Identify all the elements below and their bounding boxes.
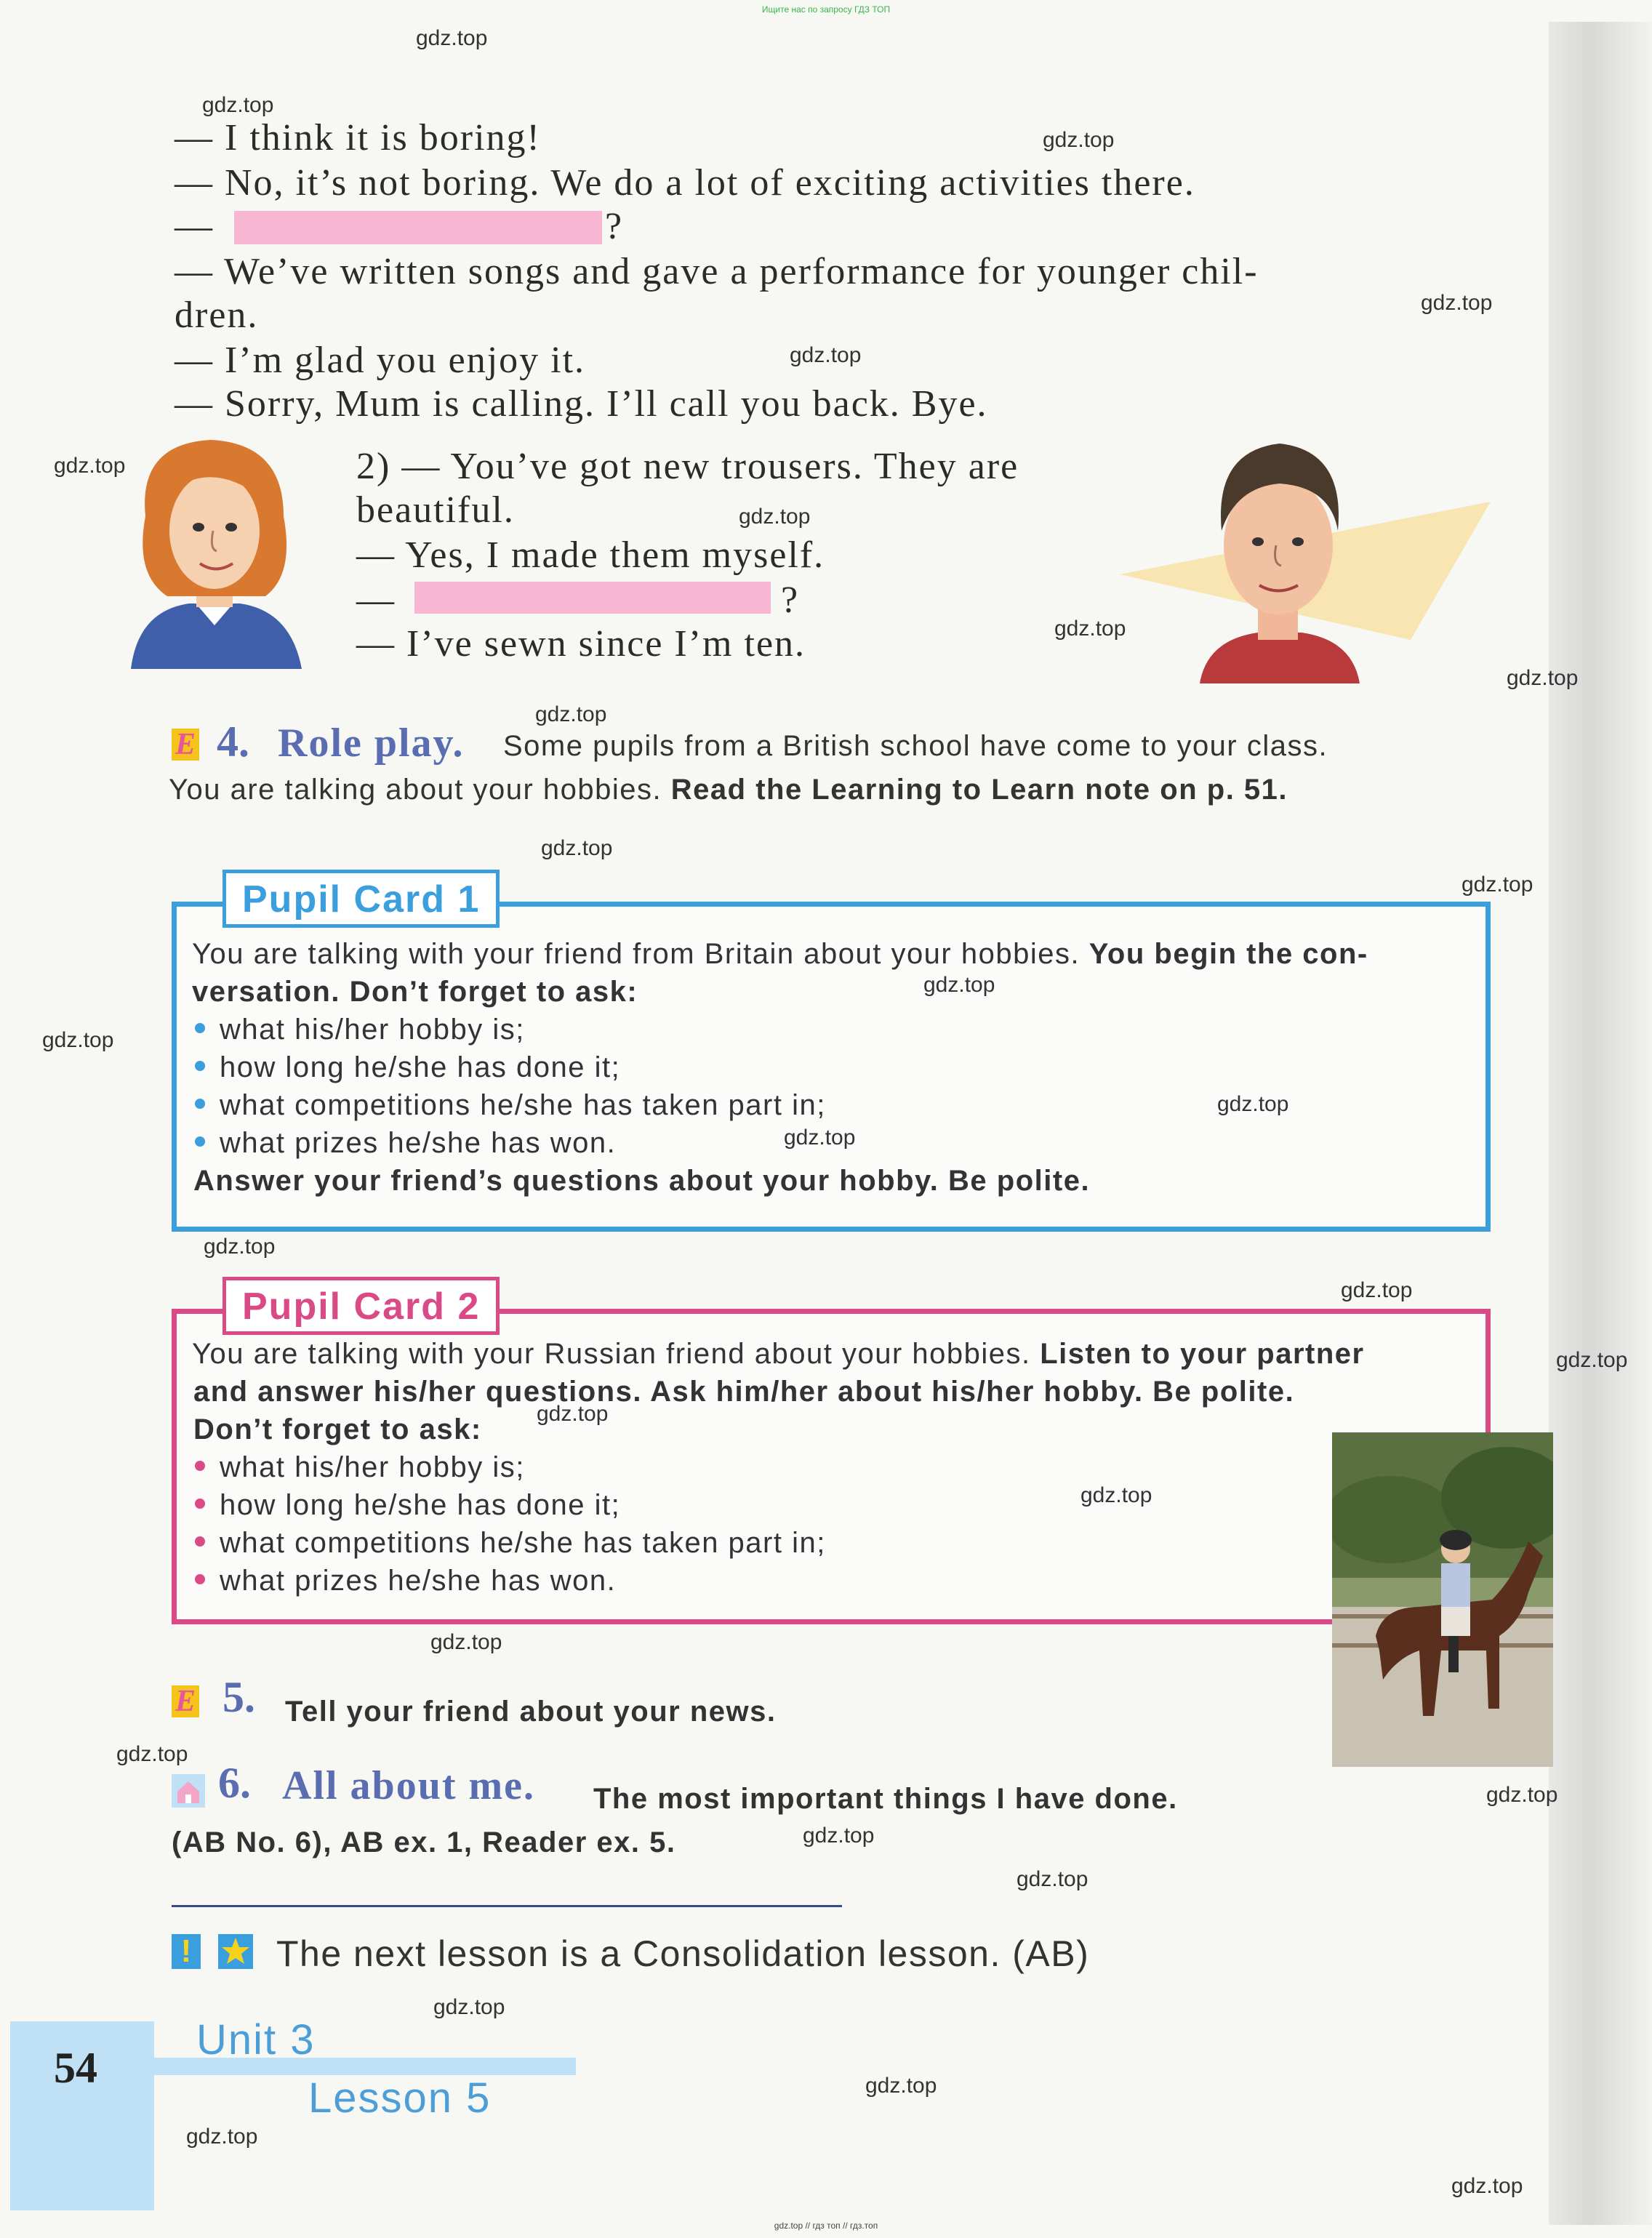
dialogue1-question-mark: ? (605, 206, 624, 247)
dialogue1-line-5: dren. (175, 294, 259, 336)
watermark: gdz.top (42, 1028, 114, 1052)
watermark: gdz.top (541, 836, 613, 860)
watermark: gdz.top (116, 1742, 188, 1766)
lesson-label: Lesson 5 (308, 2074, 492, 2122)
card-1-closing: Answer your friend’s questions about your hobby. Be polite. (193, 1165, 1091, 1197)
exercise-e-icon: E (172, 729, 199, 761)
card-2-bullet-text: how long he/she has done it; (220, 1489, 621, 1521)
card-1-bullet-4 (195, 1127, 616, 1160)
card-1-line-1a: You are talking with your friend from Britain about your hobbies. (192, 938, 1089, 970)
watermark: gdz.top (923, 973, 995, 997)
answer-blank-1 (234, 211, 602, 244)
watermark: gdz.top (739, 505, 811, 529)
card-1-line-1 (192, 938, 1368, 971)
dialogue1-dash: — (175, 206, 214, 247)
watermark: gdz.top (1507, 666, 1579, 690)
horse-riding-photo (1332, 1432, 1553, 1767)
bullet-icon (195, 1461, 205, 1471)
dialogue2-line-5: — I’ve sewn since I’m ten. (356, 623, 806, 665)
dialogue2-dash: — (356, 579, 396, 621)
card-1-bullet-2 (195, 1051, 620, 1084)
exercise-5-text: Tell your friend about your news. (285, 1696, 777, 1728)
card-2-bullet-3 (195, 1527, 826, 1560)
pupil-card-2-tab: Pupil Card 2 (222, 1277, 500, 1335)
dialogue2-line-2: beautiful. (356, 489, 515, 531)
exclamation-icon: ! (172, 1934, 201, 1969)
exercise-4-text-2 (169, 774, 1288, 806)
bullet-icon (195, 1536, 205, 1547)
pupil-card-1-tab: Pupil Card 1 (222, 870, 500, 928)
star-icon (218, 1934, 253, 1969)
watermark: gdz.top (1556, 1348, 1628, 1372)
watermark: gdz.top (1054, 617, 1126, 641)
card-2-line-1 (192, 1338, 1365, 1371)
exercise-4-text-1: Some pupils from a British school have come to your class. (503, 730, 1328, 762)
card-2-bullet-2 (195, 1489, 620, 1522)
exercise-4-text-2a: You are talking about your hobbies. (169, 774, 671, 806)
exercise-5-number: 5. (222, 1673, 255, 1721)
card-1-bullet-text: what prizes he/she has won. (220, 1127, 617, 1159)
watermark: gdz.top (790, 343, 862, 367)
dialogue1-line-2: — No, it’s not boring. We do a lot of exciting activities there. (175, 162, 1195, 204)
watermark: gdz.top (1043, 128, 1115, 152)
bullet-icon (195, 1061, 205, 1071)
card-1-line-2: versation. Don’t forget to ask: (192, 976, 638, 1008)
card-1-bullet-text: how long he/she has done it; (220, 1051, 621, 1083)
watermark: gdz.top (54, 454, 126, 478)
watermark: gdz.top (1486, 1783, 1558, 1807)
card-1-bullet-text: what competitions he/she has taken part in; (220, 1089, 826, 1121)
card-1-line-1b: You begin the con- (1088, 938, 1368, 970)
watermark: gdz.top (204, 1235, 276, 1259)
watermark: gdz.top (535, 702, 607, 726)
watermark: gdz.top (1341, 1278, 1413, 1302)
exercise-6-number: 6. (218, 1759, 251, 1807)
watermark: gdz.top (865, 2074, 937, 2098)
watermark: gdz.top (1421, 291, 1493, 315)
dialogue2-question-mark: ? (781, 579, 800, 621)
card-1-bullet-text: what his/her hobby is; (220, 1014, 525, 1046)
exercise-6-title: All about me. (282, 1763, 535, 1808)
watermark: gdz.top (803, 1824, 875, 1848)
exercise-4-reference: Read the Learning to Learn note on p. 51. (670, 774, 1288, 806)
card-1-bullet-1 (195, 1014, 525, 1046)
dialogue2-line-3: — Yes, I made them myself. (356, 534, 825, 576)
watermark: gdz.top (537, 1402, 609, 1426)
dialogue1-line-4: — We’ve written songs and gave a performance for younger chil- (175, 251, 1259, 292)
card-2-bullet-text: what prizes he/she has won. (220, 1565, 617, 1597)
girl-illustration (124, 429, 305, 683)
bullet-icon (195, 1136, 205, 1147)
divider (172, 1905, 842, 1907)
answer-blank-2 (414, 582, 771, 614)
footer-note: gdz.top // гдз топ // гдз.топ (774, 2221, 878, 2231)
exercise-6-text-2: (AB No. 6), AB ex. 1, Reader ex. 5. (172, 1826, 676, 1858)
dialogue2-line-1: 2) — You’ve got new trousers. They are (356, 446, 1019, 487)
watermark: gdz.top (1451, 2174, 1523, 2198)
watermark: gdz.top (1217, 1092, 1289, 1116)
header-note: Ищите нас по запросу ГДЗ ТОП (761, 4, 891, 15)
card-2-line-3: Don’t forget to ask: (193, 1413, 482, 1445)
exercise-e-icon-5: E (172, 1685, 199, 1717)
next-lesson-note: The next lesson is a Consolidation lesson. (AB) (276, 1933, 1090, 1974)
dialogue1-line-6: — I’m glad you enjoy it. (175, 340, 586, 381)
watermark: gdz.top (1017, 1867, 1088, 1891)
card-2-bullet-text: what competitions he/she has taken part in; (220, 1527, 826, 1559)
card-2-line-1a: You are talking with your Russian friend about your hobbies. (192, 1338, 1040, 1370)
bullet-icon (195, 1099, 205, 1109)
card-2-line-2: and answer his/her questions. Ask him/her about his/her hobby. Be polite. (193, 1376, 1295, 1408)
watermark: gdz.top (202, 93, 274, 117)
bullet-icon (195, 1574, 205, 1584)
page-edge-shadow (1549, 22, 1652, 2225)
watermark: gdz.top (186, 2125, 258, 2149)
watermark: gdz.top (430, 1630, 502, 1654)
card-2-line-1b: Listen to your partner (1040, 1338, 1365, 1370)
watermark: gdz.top (433, 1995, 505, 2019)
card-2-bullet-text: what his/her hobby is; (220, 1451, 525, 1483)
watermark: gdz.top (1080, 1483, 1152, 1507)
watermark: gdz.top (1461, 873, 1533, 897)
bullet-icon (195, 1499, 205, 1509)
card-2-bullet-1 (195, 1451, 525, 1484)
unit-label: Unit 3 (196, 2016, 316, 2063)
watermark: gdz.top (416, 26, 488, 50)
bullet-icon (195, 1023, 205, 1033)
home-icon (172, 1774, 205, 1808)
watermark: gdz.top (784, 1126, 856, 1150)
boy-illustration (1091, 422, 1498, 691)
page-number: 54 (54, 2044, 97, 2092)
dialogue1-line-7: — Sorry, Mum is calling. I’ll call you back. Bye. (175, 383, 988, 425)
exercise-4-number: 4. (217, 718, 249, 766)
exercise-4-title: Role play. (278, 721, 465, 766)
exercise-6-text-1: The most important things I have done. (593, 1783, 1178, 1815)
card-1-bullet-3 (195, 1089, 826, 1122)
card-2-bullet-4 (195, 1565, 616, 1597)
dialogue1-line-1: — I think it is boring! (175, 117, 541, 159)
